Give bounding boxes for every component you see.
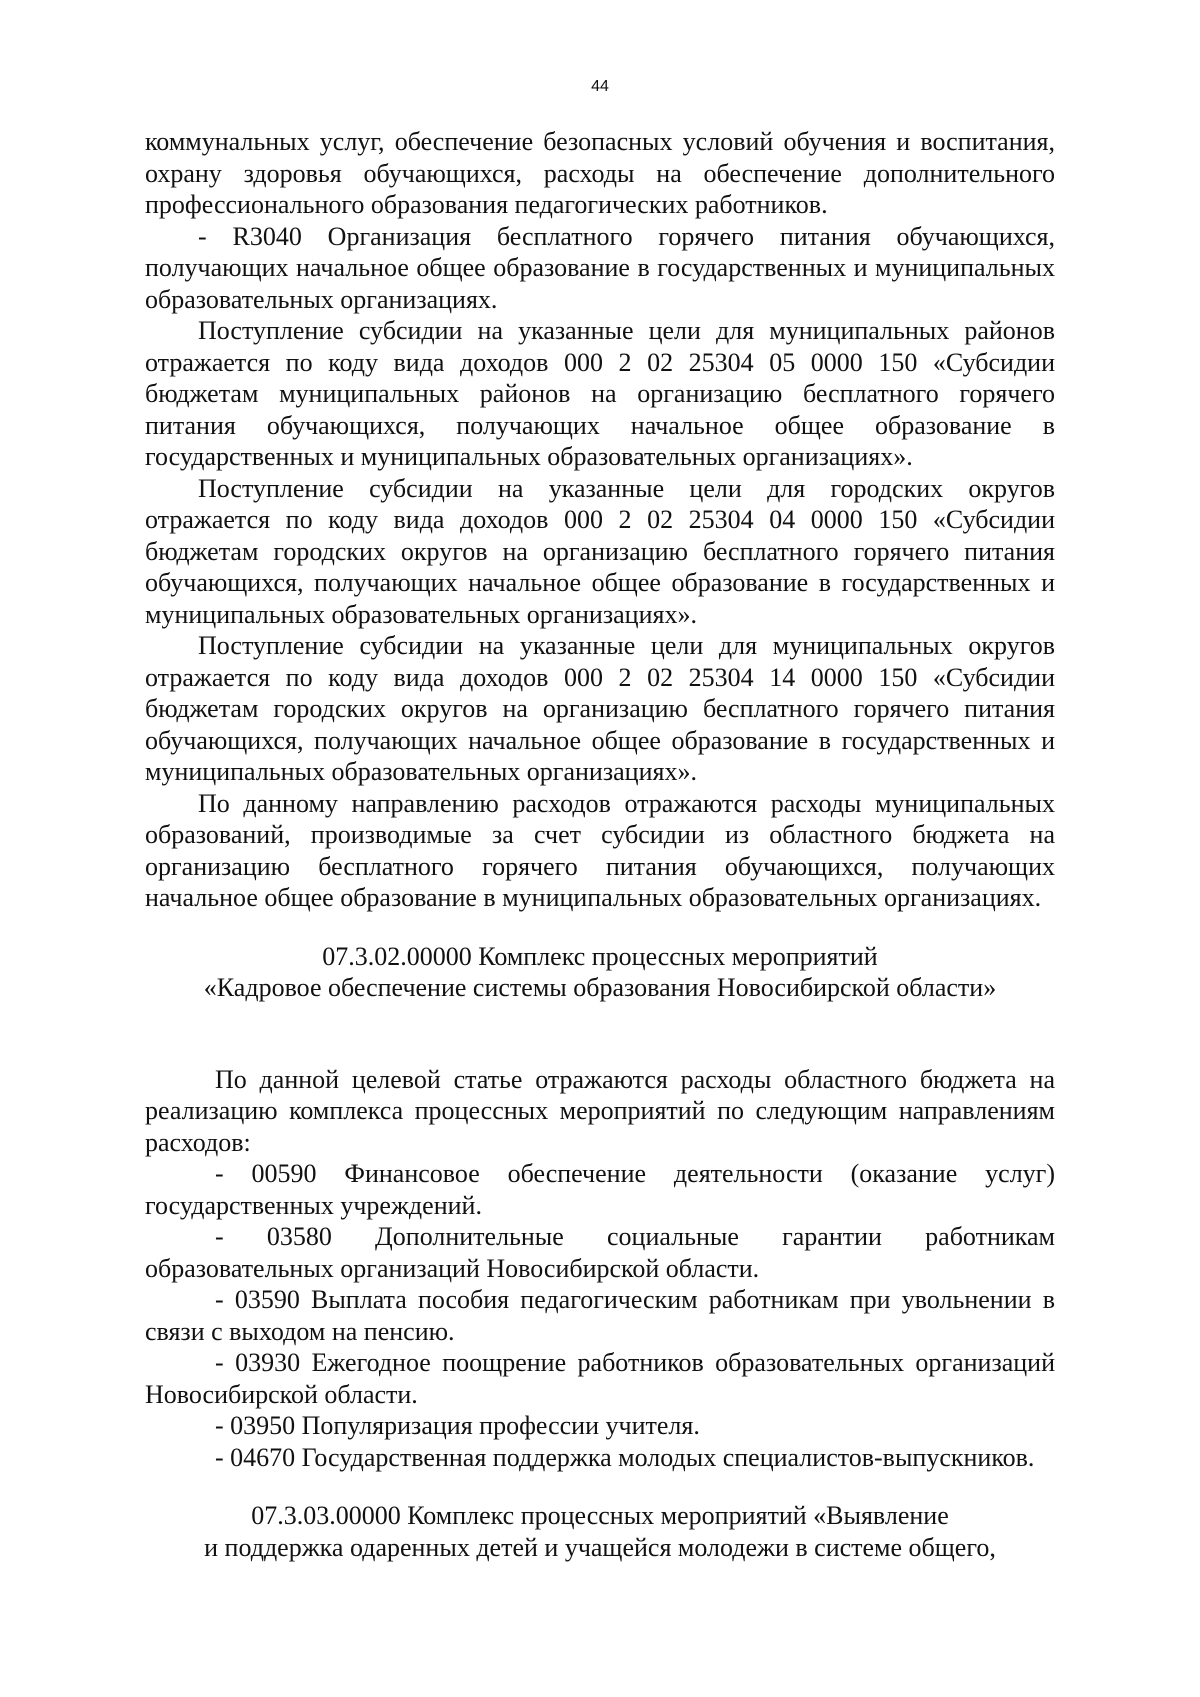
document-body <box>145 126 1055 1563</box>
section-heading-07-3-03-line2: и поддержка одаренных детей и учащейся молодежи в системе общего, <box>204 1532 996 1562</box>
paragraph-r3040: - R3040 Организация бесплатного горячего питания обучающихся, получающих начальное общее образование в государственных и муниципальных образовательных организациях. <box>145 221 1055 314</box>
section-heading-07-3-02-line2: «Кадровое обеспечение системы образования Новосибирской области» <box>203 973 997 1002</box>
list-item-03950: - 03950 Популяризация профессии учителя. <box>215 1411 700 1440</box>
section-heading-07-3-03-line1: 07.3.03.00000 Комплекс процессных мероприятий «Выявление <box>251 1501 949 1530</box>
section-heading-07-3-02-line1: 07.3.02.00000 Комплекс процессных мероприятий <box>322 941 878 971</box>
list-item-00590: - 00590 Финансовое обеспечение деятельности (оказание услуг) государственных учреждений. <box>145 1159 1055 1220</box>
paragraph-municipal-okrugs: Поступление субсидии на указанные цели для муниципальных округов отражается по коду вида доходов 000 2 02 25304 14 0000 150 «Субсидии бюджетам городских округов на организацию бесплатного горячего питания обучающихся, получающих начальное общее образование в государственных и муниципальных образовательных организациях». <box>145 631 1055 786</box>
page-number: 44 <box>591 78 609 95</box>
list-item-03590: - 03590 Выплата пособия педагогическим работникам при увольнении в связи с выходом на пенсию. <box>145 1285 1055 1346</box>
paragraph-expense-direction: По данному направлению расходов отражаются расходы муниципальных образований, производимые за счет субсидии из областного бюджета на организацию бесплатного горячего питания обучающихся, получающих начальное общее образование в муниципальных образовательных организациях. <box>145 788 1055 912</box>
paragraph-municipal-districts: Поступление субсидии на указанные цели для муниципальных районов отражается по коду вида доходов 000 2 02 25304 05 0000 150 «Субсидии бюджетам муниципальных районов на организацию бесплатного горячего питания обучающихся, получающих начальное общее образование в государственных и муниципальных образовательных организациях». <box>145 316 1055 471</box>
list-item-04670: - 04670 Государственная поддержка молодых специалистов-выпускников. <box>215 1442 1035 1472</box>
paragraph-city-districts: Поступление субсидии на указанные цели для городских округов отражается по коду вида доходов 000 2 02 25304 04 0000 150 «Субсидии бюджетам городских округов на организацию бесплатного горячего питания обучающихся, получающих начальное общее образование в государственных и муниципальных образовательных организациях». <box>145 473 1055 629</box>
list-item-03930: - 03930 Ежегодное поощрение работников образовательных организаций Новосибирской области. <box>145 1348 1055 1409</box>
list-item-03580: - 03580 Дополнительные социальные гарантии работникам образовательных организаций Новосибирской области. <box>145 1222 1055 1283</box>
paragraph-continuation: коммунальных услуг, обеспечение безопасных условий обучения и воспитания, охрану здоровья обучающихся, расходы на обеспечение дополнительного профессионального образования педагогических работников. <box>145 127 1055 219</box>
section-intro-07-3-02: По данной целевой статье отражаются расходы областного бюджета на реализацию комплекса процессных мероприятий по следующим направлениям расходов: <box>145 1064 1055 1157</box>
